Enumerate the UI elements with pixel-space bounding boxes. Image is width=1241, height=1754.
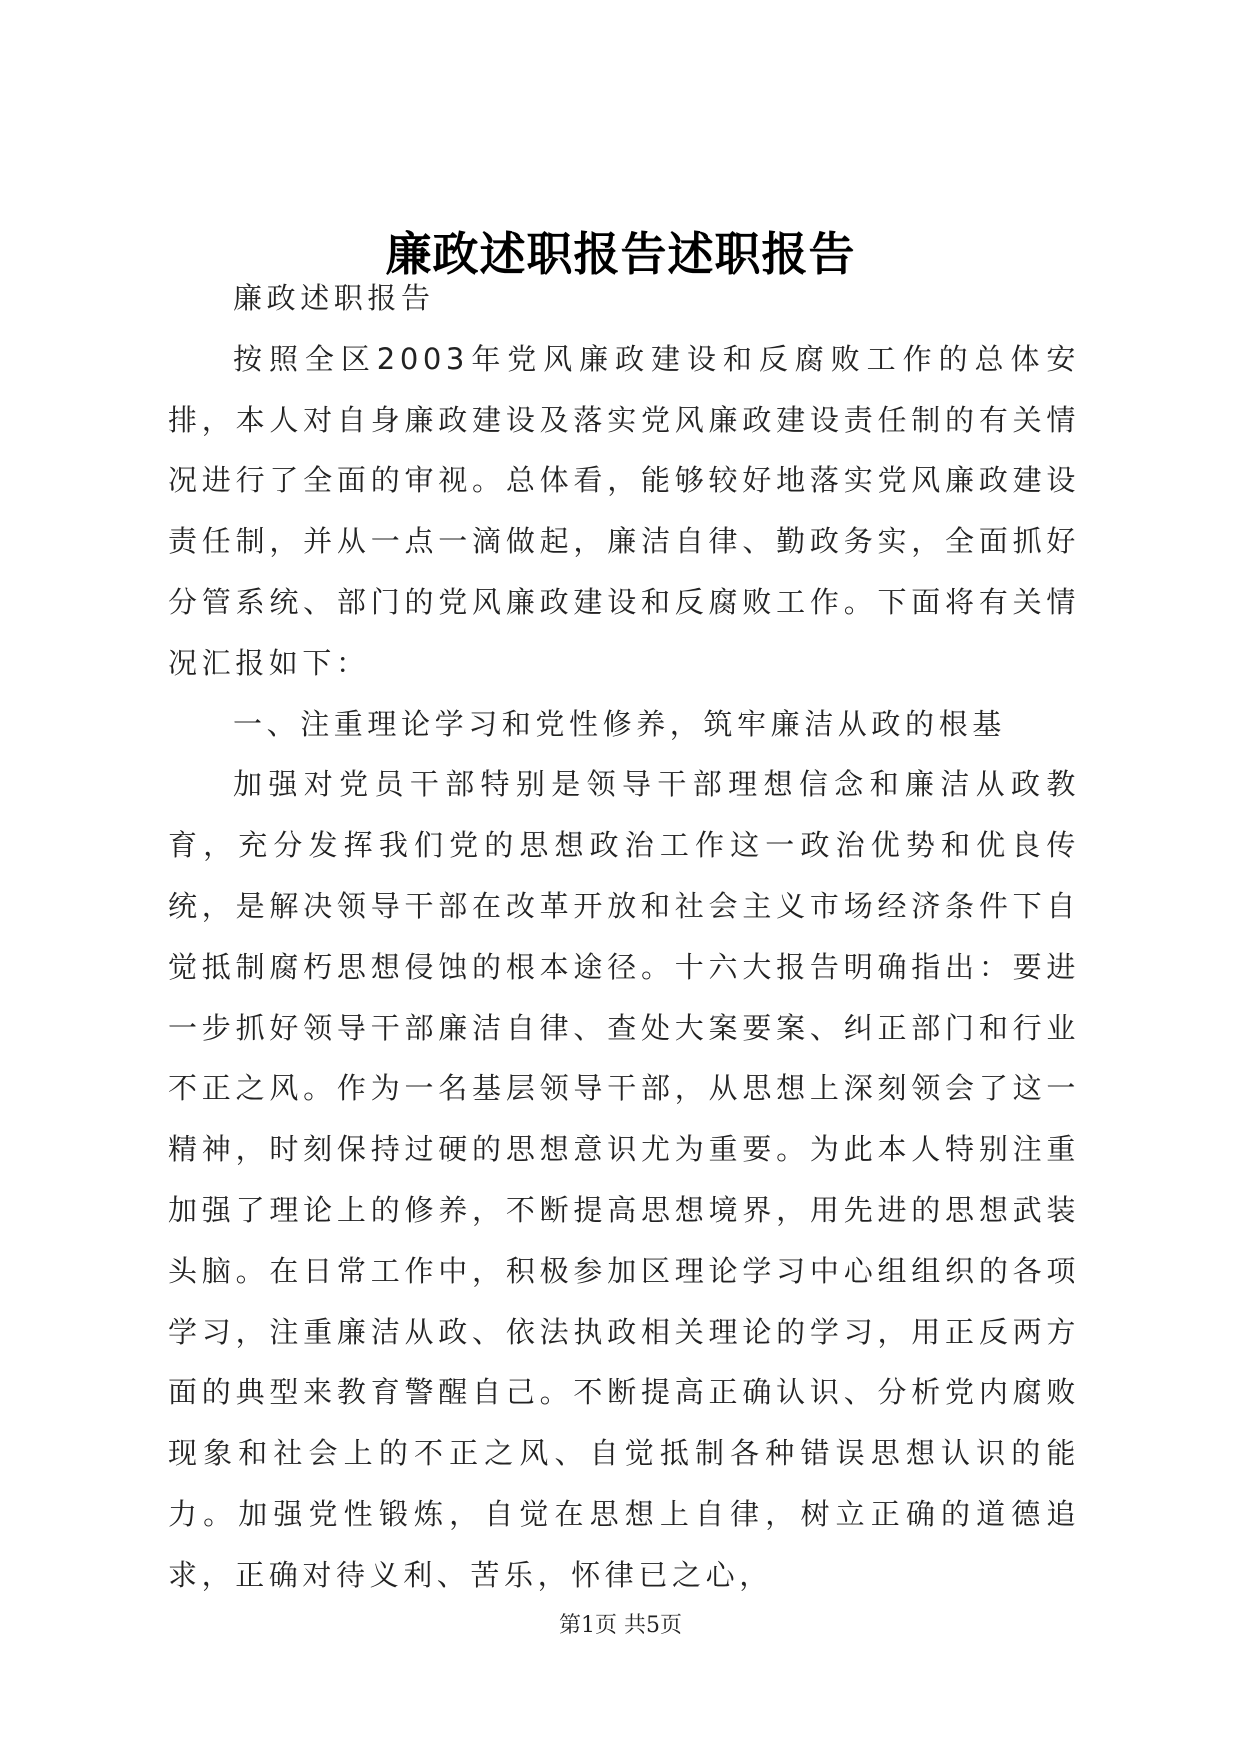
- section-heading-1: 一、注重理论学习和党性修养，筑牢廉洁从政的根基: [233, 706, 1006, 741]
- paragraph-intro: 按照全区2003年党风廉政建设和反腐败工作的总体安排，本人对自身廉政建设及落实党风廉政建设责任制的有关情况进行了全面的审视。总体看，能够较好地落实党风廉政建设责任制，并从一点一滴做起，廉洁自律、勤政务实，全面抓好分管系统、部门的党风廉政建设和反腐败工作。下面将有关情况汇报如下：: [168, 341, 1080, 680]
- document-body: [168, 268, 1080, 1606]
- page-number: 第1页 共5页: [559, 1613, 682, 1638]
- paragraph-section-1: 加强对党员干部特别是领导干部理想信念和廉洁从政教育，充分发挥我们党的思想政治工作这一政治优势和优良传统，是解决领导干部在改革开放和社会主义市场经济条件下自觉抵制腐朽思想侵蚀的根本途径。十六大报告明确指出：要进一步抓好领导干部廉洁自律、查处大案要案、纠正部门和行业不正之风。作为一名基层领导干部，从思想上深刻领会了这一精神，时刻保持过硬的思想意识尤为重要。为此本人特别注重加强了理论上的修养，不断提高思想境界，用先进的思想武装头脑。在日常工作中，积极参加区理论学习中心组组织的各项学习，注重廉洁从政、依法执政相关理论的学习，用正反两方面的典型来教育警醒自己。不断提高正确认识、分析党内腐败现象和社会上的不正之风、自觉抵制各种错误思想认识的能力。加强党性锻炼，自觉在思想上自律，树立正确的道德追求，正确对待义利、苦乐，怀律已之心，: [168, 767, 1080, 1592]
- document-subtitle: 廉政述职报告: [233, 281, 435, 315]
- document-title: 廉政述职报告述职报告: [385, 227, 856, 281]
